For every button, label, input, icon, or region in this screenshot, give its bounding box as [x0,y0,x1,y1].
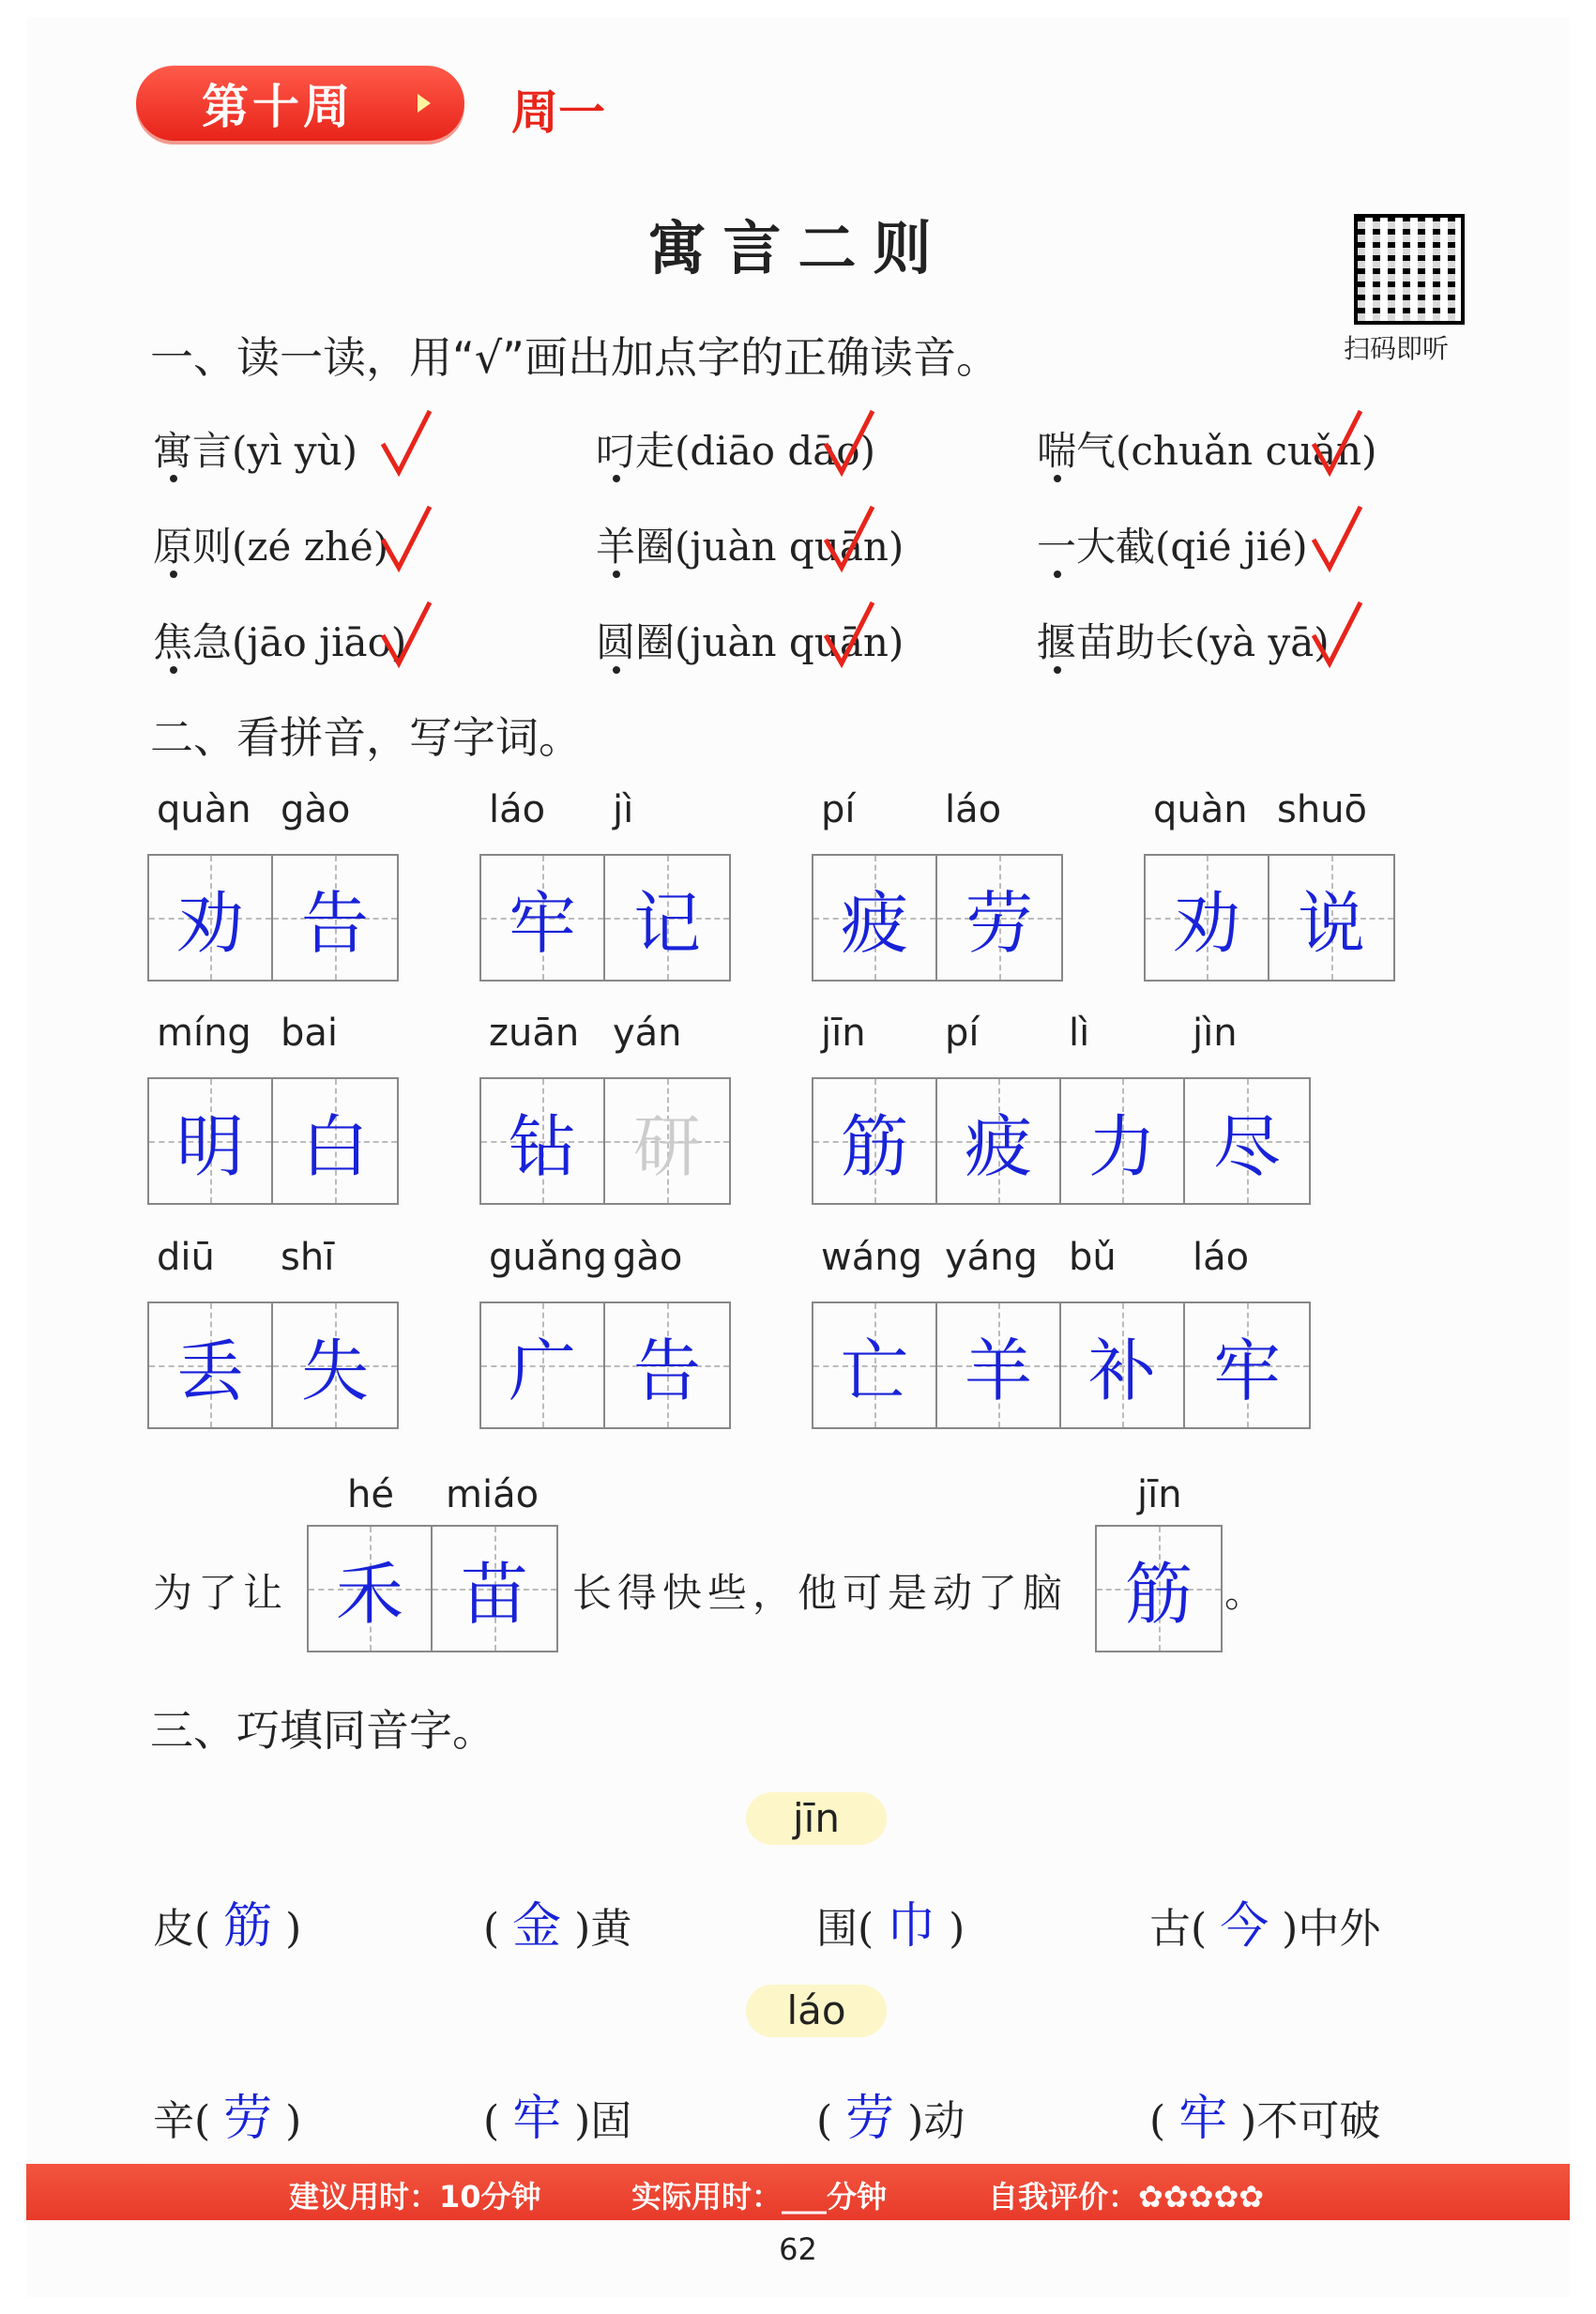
emphasis-dot [170,666,177,674]
pinyin-label: lì [1069,1012,1090,1055]
tianzige-grid[interactable] [147,1077,399,1205]
fill-prefix: ( [483,1905,513,1953]
grid-cell[interactable] [605,1303,729,1427]
page-number: 62 [779,2231,817,2267]
fill-suffix: )不可破 [1227,2097,1381,2145]
answer-char: 钻 [508,1107,576,1186]
grid-cell[interactable] [149,1303,273,1427]
pinyin-label: yáng [945,1236,1038,1279]
pinyin-label: gào [613,1236,683,1279]
fill-prefix: ( [483,2097,513,2145]
pinyin-label: láo [945,788,1002,831]
reading-item[interactable]: 一大截(qié jié) [1037,524,1308,570]
pinyin-label: bai [281,1012,339,1055]
fill-item[interactable] [483,2078,631,2149]
grid-cell[interactable] [937,856,1061,980]
pinyin-label: quàn [157,788,251,831]
grid-cell[interactable] [273,1303,397,1427]
emphasis-dot [170,571,177,578]
fill-prefix: 辛( [153,2097,224,2145]
qr-code-icon[interactable] [1354,214,1465,325]
sentence-answer-grid-1[interactable] [307,1525,558,1652]
reading-item[interactable]: 原则(zé zhé) [153,524,389,570]
fill-item[interactable] [1149,2078,1380,2149]
reading-item[interactable]: 寓言(yì yù) [153,428,358,474]
fill-prefix: 围( [816,1905,888,1953]
answer-char: 金 [512,1898,562,1955]
actual-time: 实际用时：___分钟 [631,2179,888,2215]
answer-char: 研 [632,1107,701,1186]
tianzige-grid[interactable] [812,1302,1311,1429]
tianzige-grid[interactable] [479,1302,731,1429]
answer-char: 亡 [840,1332,908,1410]
grid-cell[interactable] [605,1079,729,1203]
grid-cell[interactable] [481,856,605,980]
grid-cell[interactable] [149,1079,273,1203]
fill-item[interactable] [153,1886,301,1956]
grid-cell[interactable] [1061,1303,1185,1427]
fill-suffix: ) [272,2097,302,2145]
answer-char: 丢 [175,1332,244,1410]
fill-item[interactable] [483,1886,631,1956]
grid-cell[interactable] [149,856,273,980]
pinyin-label: zuān [489,1012,580,1055]
pinyin-label: jì [613,788,634,831]
grid-cell[interactable] [273,1079,397,1203]
pinyin-label: shī [281,1236,335,1279]
arrow-right-icon [418,94,431,113]
pinyin-label: míng [157,1012,251,1055]
fill-item[interactable] [816,1886,965,1956]
answer-char: 白 [300,1107,369,1186]
answer-char: 告 [300,884,369,963]
grid-cell[interactable] [605,856,729,980]
emphasis-dot [613,666,620,674]
fill-item[interactable] [1149,1886,1380,1956]
grid-cell[interactable] [813,1303,937,1427]
sentence-pinyin-1a: hé [347,1473,394,1516]
answer-char: 牢 [508,884,576,963]
answer-char: 今 [1220,1898,1269,1955]
pinyin-label: yán [613,1012,682,1055]
answer-char: 劝 [175,884,244,963]
pinyin-label: diū [157,1236,215,1279]
checkmark-icon [821,598,877,673]
tianzige-grid[interactable] [147,854,399,982]
grid-cell[interactable] [481,1303,605,1427]
answer-char: 明 [175,1107,244,1186]
answer-char: 说 [1297,884,1365,963]
answer-char: 尽 [1212,1107,1281,1186]
answer-char: 劳 [845,2091,895,2147]
week-label: 第十周 [202,80,354,134]
sentence-end: 。 [1224,1570,1270,1616]
checkmark-icon [378,406,434,481]
checkmark-icon [821,502,877,577]
section3-heading: 三、巧填同音字。 [150,1705,495,1756]
pinyin-label: pí [821,788,856,831]
tianzige-grid[interactable] [147,1302,399,1429]
pinyin-label: guǎng [489,1236,607,1279]
grid-cell[interactable] [937,1079,1061,1203]
answer-char: 劳 [223,2091,273,2147]
emphasis-dot [170,475,177,482]
emphasis-dot [1054,666,1061,674]
pinyin-label: pí [945,1012,980,1055]
footer-bar [26,2164,1570,2220]
answer-char: 牢 [1212,1332,1281,1410]
reading-item[interactable]: 羊圈(juàn quān) [596,524,904,570]
grid-cell[interactable] [1269,856,1393,980]
reading-item[interactable]: 揠苗助长(yà yā) [1037,619,1330,665]
grid-cell[interactable] [273,856,397,980]
pinyin-label: quàn [1153,788,1248,831]
pinyin-pill-1: jīn [746,1792,887,1845]
answer-char: 羊 [964,1332,1032,1410]
grid-cell[interactable] [813,856,937,980]
answer-char: 补 [1087,1332,1156,1410]
reading-item[interactable]: 圆圈(juàn quān) [596,619,904,665]
checkmark-icon [821,406,877,481]
emphasis-dot [1054,571,1061,578]
answer-char: 筋 [223,1898,273,1955]
reading-item[interactable]: 叼走(diāo dāo) [596,428,875,474]
qr-label: 扫码即听 [1344,333,1450,364]
emphasis-dot [613,571,620,578]
reading-item[interactable]: 焦急(jāo jiāo) [153,619,407,665]
tianzige-grid[interactable] [1144,854,1395,982]
section2-heading: 二、看拼音，写字词。 [150,712,582,763]
pinyin-label: jìn [1193,1012,1238,1055]
answer-char: 牢 [1178,2091,1228,2147]
answer-char: 广 [508,1332,576,1410]
answer-char: 疲 [840,884,908,963]
pinyin-label: jīn [821,1012,866,1055]
fill-suffix: ) [272,1905,302,1953]
fill-prefix: 皮( [153,1905,224,1953]
week-badge [136,66,464,141]
tianzige-grid[interactable] [812,1077,1311,1205]
answer-char: 筋 [1124,1555,1193,1634]
fill-prefix: 古( [1149,1905,1221,1953]
emphasis-dot [1054,475,1061,482]
answer-char: 失 [300,1332,369,1410]
sentence-mid: 长得快些，他可是动了脑 [572,1570,1069,1616]
answer-char: 记 [632,884,701,963]
checkmark-icon [1309,598,1365,673]
suggest-time: 建议用时：10分钟 [289,2179,541,2215]
pinyin-label: shuō [1277,788,1368,831]
sentence-pinyin-2: jīn [1137,1473,1182,1516]
emphasis-dot [613,475,620,482]
tianzige-grid[interactable] [479,1077,731,1205]
pinyin-label: bǔ [1069,1236,1117,1279]
grid-cell[interactable] [1061,1079,1185,1203]
reading-item[interactable]: 喘气(chuǎn cuǎn) [1037,428,1377,474]
tianzige-grid[interactable] [479,854,731,982]
pinyin-label: wáng [821,1236,922,1279]
pinyin-pill-2: láo [746,1985,887,2037]
sentence-pinyin-1b: miáo [446,1473,540,1516]
fill-suffix: )固 [561,2097,632,2145]
fill-item[interactable] [153,2078,301,2149]
answer-char: 力 [1087,1107,1156,1186]
answer-char: 劝 [1172,884,1240,963]
grid-cell[interactable] [1185,1303,1309,1427]
fill-suffix: )黄 [561,1905,632,1953]
grid-cell[interactable] [481,1079,605,1203]
answer-char: 苗 [460,1555,528,1634]
answer-char: 筋 [840,1107,908,1186]
fill-item[interactable] [816,2078,965,2149]
answer-char: 巾 [887,1898,936,1955]
answer-char: 劳 [965,884,1033,963]
checkmark-icon [378,598,434,673]
answer-char: 疲 [964,1107,1032,1186]
sentence-answer-grid-2[interactable] [1095,1525,1223,1652]
pinyin-label: gào [281,788,351,831]
grid-cell[interactable] [1185,1079,1309,1203]
answer-char: 牢 [512,2091,562,2147]
answer-char: 告 [632,1332,701,1410]
checkmark-icon [378,502,434,577]
fill-suffix: ) [935,1905,965,1953]
section1-heading: 一、读一读，用“√”画出加点字的正确读音。 [150,332,999,383]
pinyin-label: láo [489,788,546,831]
fill-suffix: )动 [894,2097,965,2145]
checkmark-icon [1309,502,1365,577]
checkmark-icon [1309,406,1365,481]
page-title: 寓言二则 [647,214,949,282]
grid-cell[interactable] [1146,856,1269,980]
fill-prefix: ( [1149,2097,1179,2145]
fill-suffix: )中外 [1269,1905,1381,1953]
pinyin-label: láo [1193,1236,1250,1279]
grid-cell[interactable] [813,1079,937,1203]
tianzige-grid[interactable] [812,854,1063,982]
sentence-pre: 为了让 [153,1570,289,1616]
fill-prefix: ( [816,2097,846,2145]
self-rating: 自我评价：✿✿✿✿✿ [988,2179,1265,2215]
day-label: 周一 [511,85,605,140]
grid-cell[interactable] [937,1303,1061,1427]
answer-char: 禾 [335,1555,403,1634]
